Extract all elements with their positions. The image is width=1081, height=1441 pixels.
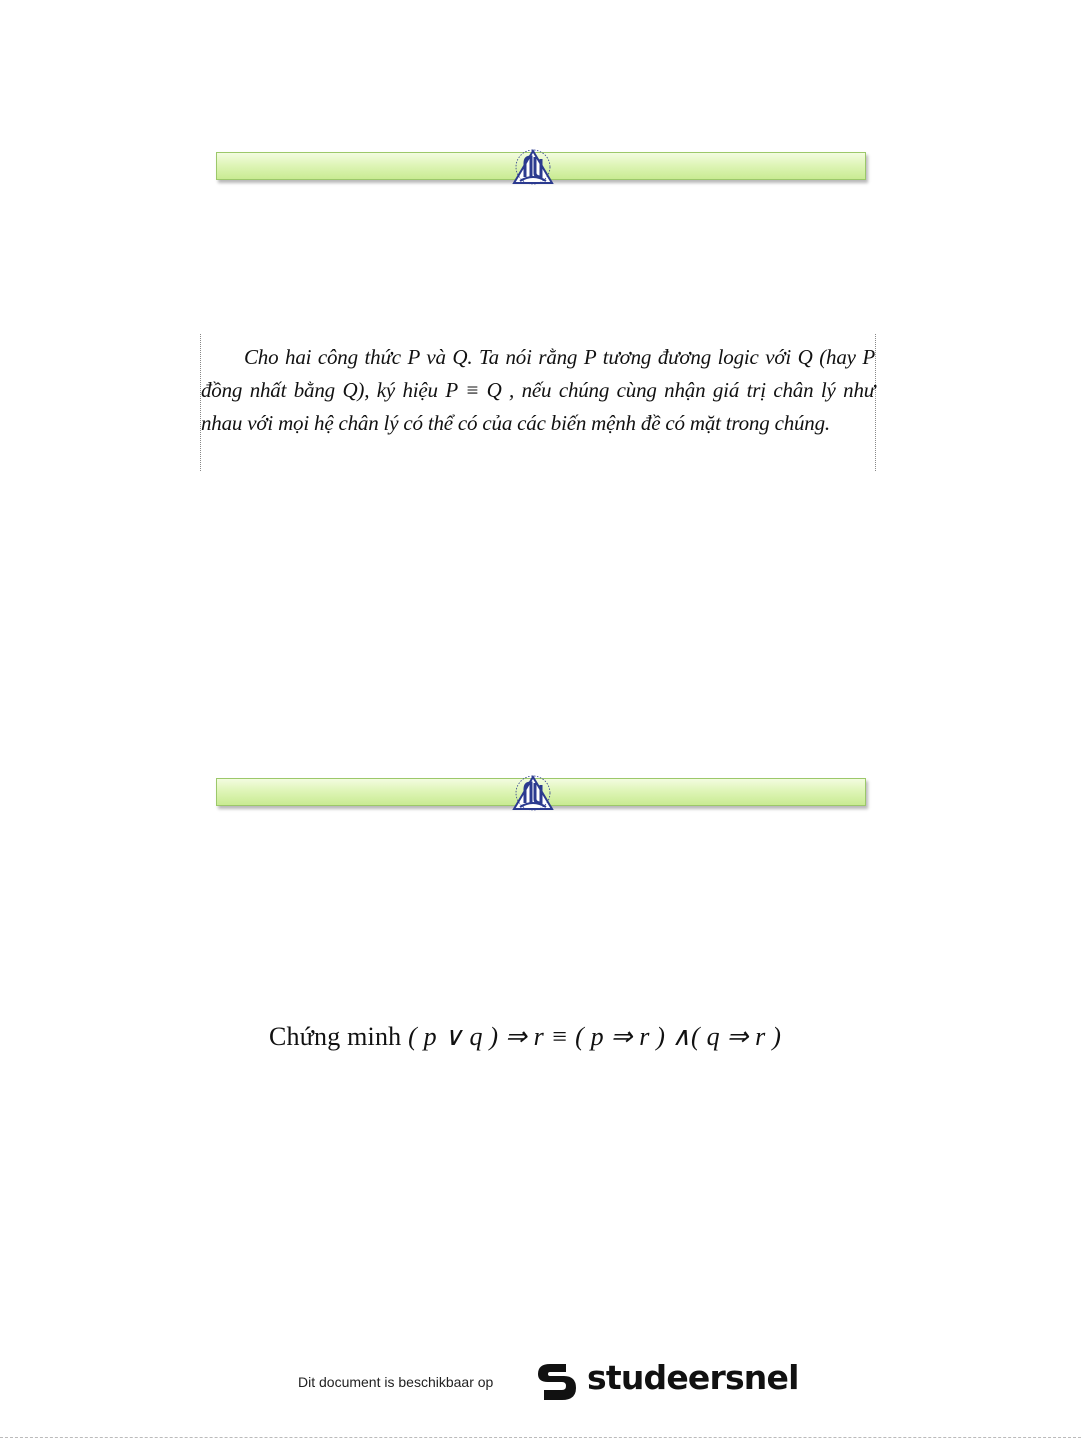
university-logo-icon — [510, 773, 556, 813]
footer-available-text: Dit document is beschikbaar op — [298, 1374, 494, 1390]
page-bottom-border — [0, 1437, 1081, 1438]
exercise-expression: ( p ∨ q ) ⇒ r ≡ ( p ⇒ r ) ∧( q ⇒ r ) — [408, 1022, 782, 1051]
university-logo-icon — [510, 147, 556, 187]
exercise-statement — [269, 1022, 829, 1052]
studeersnel-brand[interactable]: studeersnel — [587, 1358, 799, 1397]
definition-box — [200, 334, 876, 471]
exercise-label: Chứng minh — [269, 1022, 402, 1051]
studeersnel-logo-icon[interactable] — [532, 1358, 580, 1406]
footer[interactable] — [298, 1355, 798, 1407]
definition-text: Cho hai công thức P và Q. Ta nói rằng P tương đương logic với Q (hay P đồng nhất bằng Q), ký hiệu P ≡ Q , nếu chúng cùng nhận giá trị chân lý như nhau với mọi hệ chân lý có thể có của các biến mệnh đề có mặt trong chúng. — [201, 345, 875, 435]
